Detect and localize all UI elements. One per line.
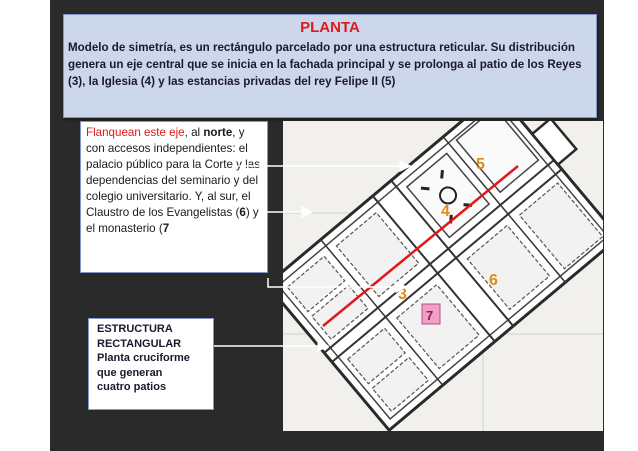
header-description: Modelo de simetría, es un rectángulo parcelado por una estructura reticular. Su distribución genera un eje central que se inicia en la fachada principal y se prolonga al patio de los Reyes (3), la Iglesia (4) y las estancias privadas del rey Felipe II (5): [68, 41, 582, 88]
axis-note-box: [80, 121, 268, 273]
note-highlight: Flanquean este eje: [86, 126, 185, 139]
left-margin: [0, 0, 50, 451]
note-north: norte: [203, 126, 233, 139]
structure-line: RECTANGULAR: [97, 337, 182, 350]
header-box: [63, 14, 597, 118]
structure-line: cuatro patios: [97, 381, 167, 393]
structure-line: Planta cruciforme: [97, 352, 190, 364]
label-3: 3: [398, 286, 407, 303]
right-margin: [604, 0, 638, 451]
label-6: 6: [489, 272, 498, 289]
note-number-6: 6: [239, 206, 246, 219]
note-text: ) y el monasterio (: [86, 206, 259, 235]
note-text: , y con accesos independientes: el palacio público para la Corte y las dependencias del seminario y del colegio universitario. Y, al sur, el Claustro de los Evangelistas (: [86, 126, 261, 219]
slide-title: PLANTA: [300, 19, 360, 36]
note-text: , al: [184, 126, 204, 139]
label-5: 5: [476, 156, 485, 173]
label-4: 4: [441, 203, 450, 220]
label-7: 7: [426, 308, 434, 323]
floor-plan-image: [283, 121, 603, 431]
structure-line: que generan: [97, 366, 163, 379]
floor-plan-drawing: [283, 121, 603, 431]
structure-box: [88, 318, 214, 410]
structure-line: ESTRUCTURA: [97, 323, 173, 335]
note-number-7: 7: [162, 222, 170, 235]
